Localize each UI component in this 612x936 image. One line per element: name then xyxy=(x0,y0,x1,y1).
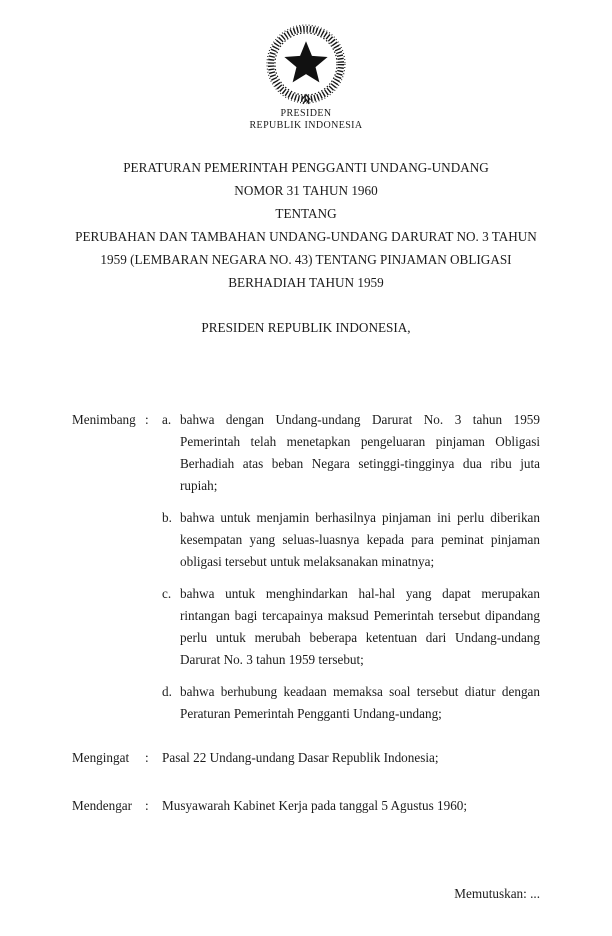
clause-mengingat xyxy=(72,747,540,769)
item-marker: c. xyxy=(162,586,172,601)
clause-text: Musyawarah Kabinet Kerja pada tanggal 5 Agustus 1960; xyxy=(162,798,468,813)
consideration-item-d xyxy=(162,681,540,725)
item-text: bahwa dengan Undang-undang Darurat No. 3 tahun 1959 Pemerintah telah menetapkan pengeluaran pinjaman Obligasi Berhadiah atas beban Negara setinggi-tingginya dua ribu juta rupiah; xyxy=(180,412,540,493)
clause-colon: : xyxy=(145,750,149,765)
consideration-item-a xyxy=(162,409,540,497)
item-text: bahwa untuk menghindarkan hal-hal yang dapat merupakan rintangan bagi tercapainya maksud Pemerintah tersebut dipandang perlu untuk merubah beberapa ketentuan dari Undang-undang Darurat No. 3 tahun 1959 tersebut; xyxy=(180,586,540,667)
clause-label: Menimbang xyxy=(72,412,136,427)
item-marker: b. xyxy=(162,510,172,525)
item-text: bahwa berhubung keadaan memaksa soal tersebut diatur dengan Peraturan Pemerintah Pengganti Undang-undang; xyxy=(180,684,540,721)
consideration-items xyxy=(162,409,540,725)
page-continuation-marker: Memutuskan: ... xyxy=(454,886,540,901)
item-marker: a. xyxy=(162,412,172,427)
document-title xyxy=(72,156,540,294)
title-line: TENTANG xyxy=(275,206,337,221)
title-line: BERHADIAH TAHUN 1959 xyxy=(228,275,384,290)
consideration-item-b xyxy=(162,507,540,573)
title-line: NOMOR 31 TAHUN 1960 xyxy=(234,183,378,198)
title-line: PERATURAN PEMERINTAH PENGGANTI UNDANG-UNDANG xyxy=(123,160,489,175)
item-marker: d. xyxy=(162,684,172,699)
letterhead xyxy=(72,22,540,132)
title-line: 1959 (LEMBARAN NEGARA NO. 43) TENTANG PINJAMAN OBLIGASI xyxy=(100,252,512,267)
org-name-line1: PRESIDEN xyxy=(280,108,332,119)
salutation: PRESIDEN REPUBLIK INDONESIA, xyxy=(201,320,411,335)
clause-text: Pasal 22 Undang-undang Dasar Republik Indonesia; xyxy=(162,750,439,765)
title-line: PERUBAHAN DAN TAMBAHAN UNDANG-UNDANG DARURAT NO. 3 TAHUN xyxy=(75,229,537,244)
org-name-line2: REPUBLIK INDONESIA xyxy=(249,120,363,131)
star-wreath-seal-icon xyxy=(260,22,352,106)
consideration-item-c xyxy=(162,583,540,671)
clause-colon: : xyxy=(145,798,149,813)
clause-colon: : xyxy=(145,412,149,427)
clause-label: Mengingat xyxy=(72,750,130,765)
clause-label: Mendengar xyxy=(72,798,133,813)
clause-mendengar xyxy=(72,795,540,817)
clause-menimbang xyxy=(72,409,540,725)
item-text: bahwa untuk menjamin berhasilnya pinjaman ini perlu diberikan kesempatan yang seluas-luasnya kepada para peminat pinjaman obligasi tersebut untuk melaksanakan minatnya; xyxy=(180,510,540,569)
